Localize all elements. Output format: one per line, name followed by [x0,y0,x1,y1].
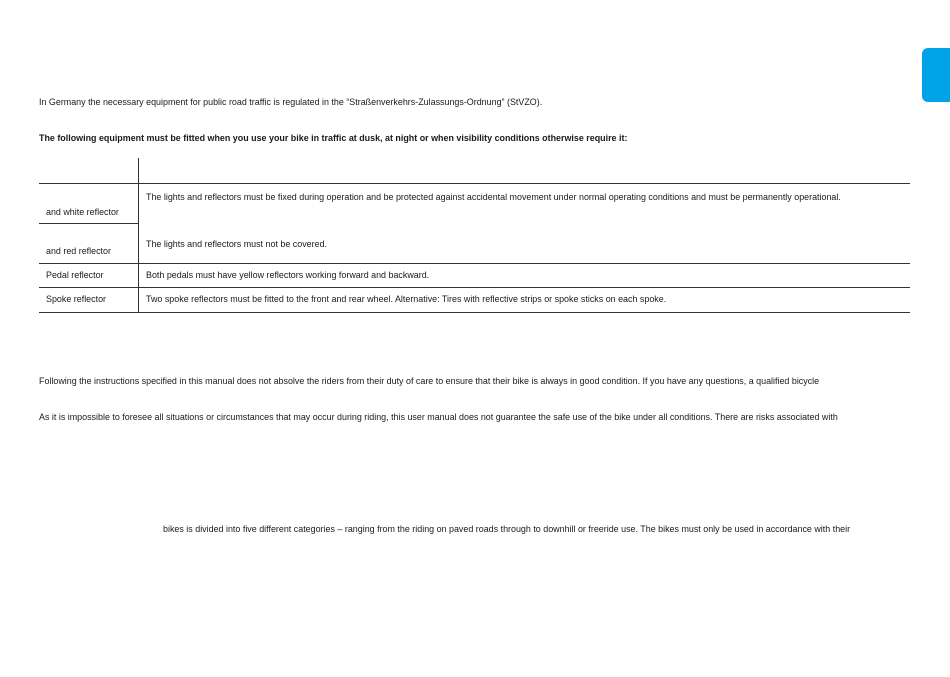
table-header-row [39,158,910,184]
header-cell-item [39,158,139,183]
item-cell: Pedal reflector [39,264,139,287]
chapter-tab-marker [922,48,950,102]
item-cell: and white reflector [39,184,139,224]
requirement-cell: The lights and reflectors must not be covered. [146,239,328,250]
categories-paragraph: bikes is divided into five different categories – ranging from the riding on paved roads through to downhill or freeride use. The bikes must only be used in accordance with their [163,524,851,535]
equipment-heading: The following equipment must be fitted when you use your bike in traffic at dusk, at night or when visibility conditions otherwise require it: [39,133,628,144]
requirement-cell: The lights and reflectors must be fixed during operation and be protected against accidental movement under normal operating conditions and must be permanently operational. [146,192,841,203]
intro-paragraph: In Germany the necessary equipment for public road traffic is regulated in the “Straßenverkehrs-Zulassungs-Ordnung” (StVZO). [39,97,543,108]
header-cell-requirement [139,158,910,183]
table-row [39,264,910,288]
requirement-cell: Two spoke reflectors must be fitted to the front and rear wheel. Alternative: Tires with reflective strips or spoke sticks on each spoke. [146,294,667,305]
item-cell: and red reflector [39,224,139,263]
table-row [39,184,910,224]
equipment-table [39,158,910,313]
risks-paragraph: As it is impossible to foresee all situations or circumstances that may occur during riding, this user manual does not guarantee the safe use of the bike under all conditions. There are risks associated with [39,412,838,423]
duty-of-care-paragraph: Following the instructions specified in this manual does not absolve the riders from their duty of care to ensure that their bike is always in good condition. If you have any questions, a qualified bicycle [39,376,820,387]
table-row [39,288,910,313]
table-row [39,224,910,264]
requirement-cell: Both pedals must have yellow reflectors working forward and backward. [146,269,430,281]
item-cell: Spoke reflector [39,288,139,312]
